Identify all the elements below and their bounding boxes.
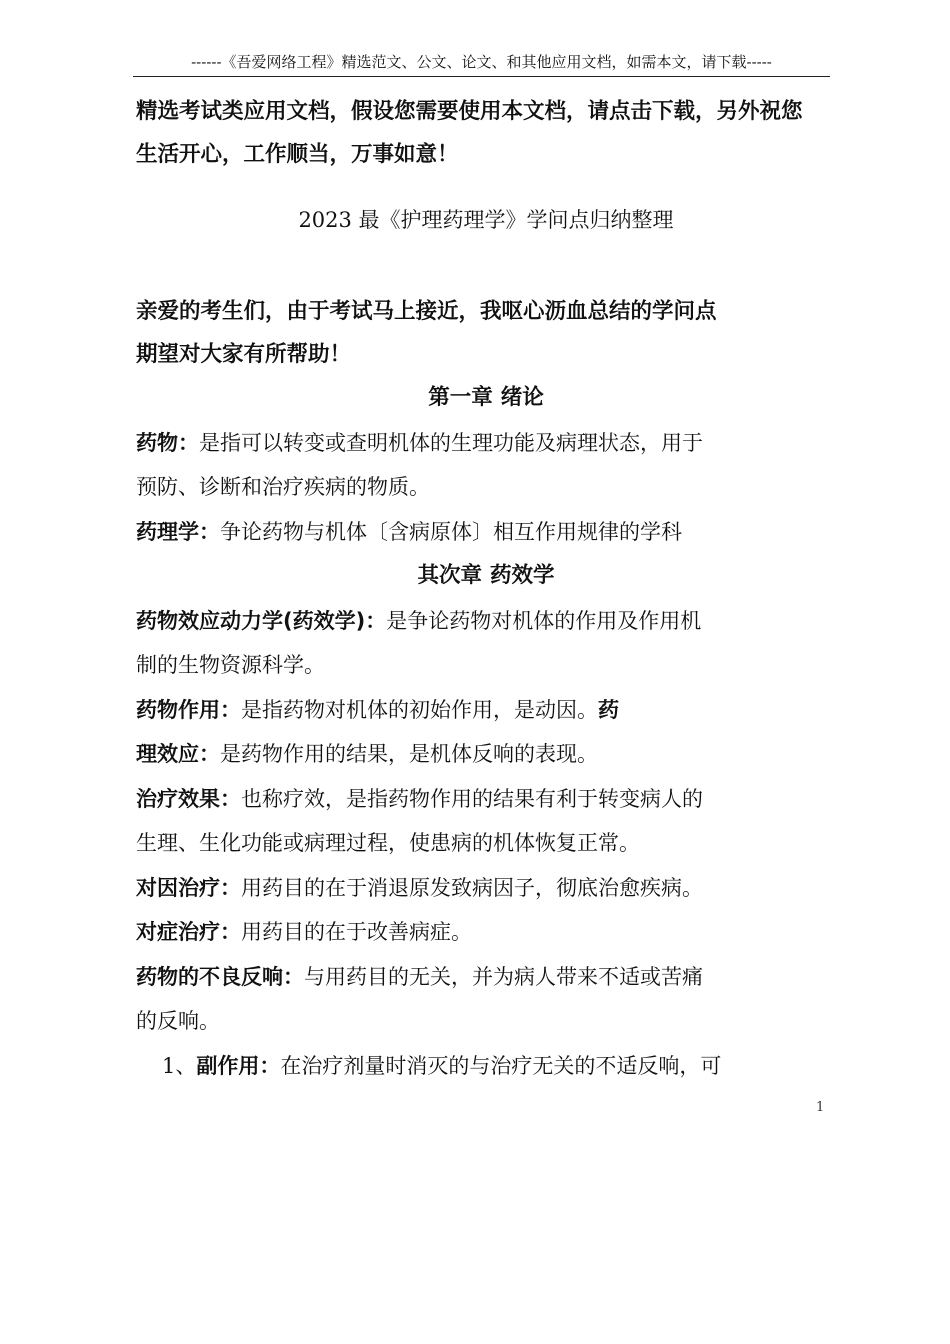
term-causal-treatment: 对因治疗： xyxy=(136,875,241,900)
term-adverse-reaction: 药物的不良反响： xyxy=(136,964,304,989)
definition-therapeutic-effect xyxy=(136,777,836,866)
chapter-1-label: 第一章 xyxy=(428,385,493,410)
document-body xyxy=(136,376,836,1088)
term-drug-effect-part-2: 理效应： xyxy=(136,742,220,766)
page-number: 1 xyxy=(816,1100,825,1115)
intro-line-1: 亲爱的考生们，由于考试马上接近，我呕心沥血总结的学问点 xyxy=(136,299,717,324)
download-notice xyxy=(136,90,836,176)
definition-drug-text-2: 预防、诊断和治疗疾病的物质。 xyxy=(136,475,430,499)
notice-line-2: 生活开心，工作顺当，万事如意！ xyxy=(136,142,459,167)
definition-pharmacology xyxy=(136,510,836,555)
page-header: ------《吾爱网络工程》精选范文、公文、论文、和其他应用文档，如需本文，请下载----- xyxy=(133,50,830,77)
term-side-effect: 副作用： xyxy=(196,1053,281,1078)
definition-therapeutic-effect-text-1: 也称疗效，是指药物作用的结果有利于转变病人的 xyxy=(241,786,703,811)
definition-pharmacodynamics-text-2: 制的生物资源科学。 xyxy=(136,653,325,677)
definition-pharmacodynamics xyxy=(136,599,836,688)
definition-adverse-reaction-text-2: 的反响。 xyxy=(136,1009,220,1033)
definition-side-effect-text: 在治疗剂量时消灭的与治疗无关的不适反响，可 xyxy=(280,1053,722,1078)
intro-line-2: 期望对大家有所帮助！ xyxy=(136,342,352,367)
definition-drug-action xyxy=(136,688,836,777)
chapter-1-heading xyxy=(136,376,836,421)
definition-symptomatic-treatment-text: 用药目的在于改善病症。 xyxy=(241,920,472,944)
list-item-side-effect xyxy=(136,1044,836,1089)
definition-drug xyxy=(136,421,836,510)
term-symptomatic-treatment: 对症治疗： xyxy=(136,920,241,944)
definition-causal-treatment-text: 用药目的在于消退原发致病因子，彻底治愈疾病。 xyxy=(241,875,703,900)
definition-adverse-reaction-text-1: 与用药目的无关，并为病人带来不适或苦痛 xyxy=(304,964,703,989)
term-pharmacodynamics: 药物效应动力学(药效学)： xyxy=(136,608,387,633)
chapter-2-name: 药效学 xyxy=(490,563,555,588)
chapter-1-name: 绪论 xyxy=(500,385,544,410)
definition-adverse-reaction xyxy=(136,955,836,1044)
term-drug: 药物： xyxy=(136,430,199,455)
notice-line-1: 精选考试类应用文档，假设您需要使用本文档，请点击下载，另外祝您 xyxy=(136,99,803,124)
definition-symptomatic-treatment xyxy=(136,910,836,955)
definition-drug-effect-text: 是药物作用的结果，是机体反响的表现。 xyxy=(220,742,598,766)
chapter-2-heading xyxy=(136,554,836,599)
term-drug-effect-part-1: 药 xyxy=(598,697,619,722)
list-item-number: 1、 xyxy=(162,1053,197,1078)
definition-pharmacodynamics-text-1: 是争论药物对机体的作用及作用机 xyxy=(386,608,702,633)
term-pharmacology: 药理学： xyxy=(136,519,220,544)
term-therapeutic-effect: 治疗效果： xyxy=(136,786,241,811)
intro-paragraph xyxy=(136,290,836,376)
term-drug-action: 药物作用： xyxy=(136,697,241,722)
chapter-2-label: 其次章 xyxy=(417,563,482,588)
definition-drug-text-1: 是指可以转变或查明机体的生理功能及病理状态，用于 xyxy=(199,430,703,455)
definition-causal-treatment xyxy=(136,866,836,911)
document-title: 2023 最《护理药理学》学问点归纳整理 xyxy=(298,208,674,232)
definition-therapeutic-effect-text-2: 生理、生化功能或病理过程，使患病的机体恢复正常。 xyxy=(136,831,640,855)
definition-drug-action-text: 是指药物对机体的初始作用，是动因。 xyxy=(241,697,598,722)
definition-pharmacology-text: 争论药物与机体〔含病原体〕相互作用规律的学科 xyxy=(220,519,682,544)
